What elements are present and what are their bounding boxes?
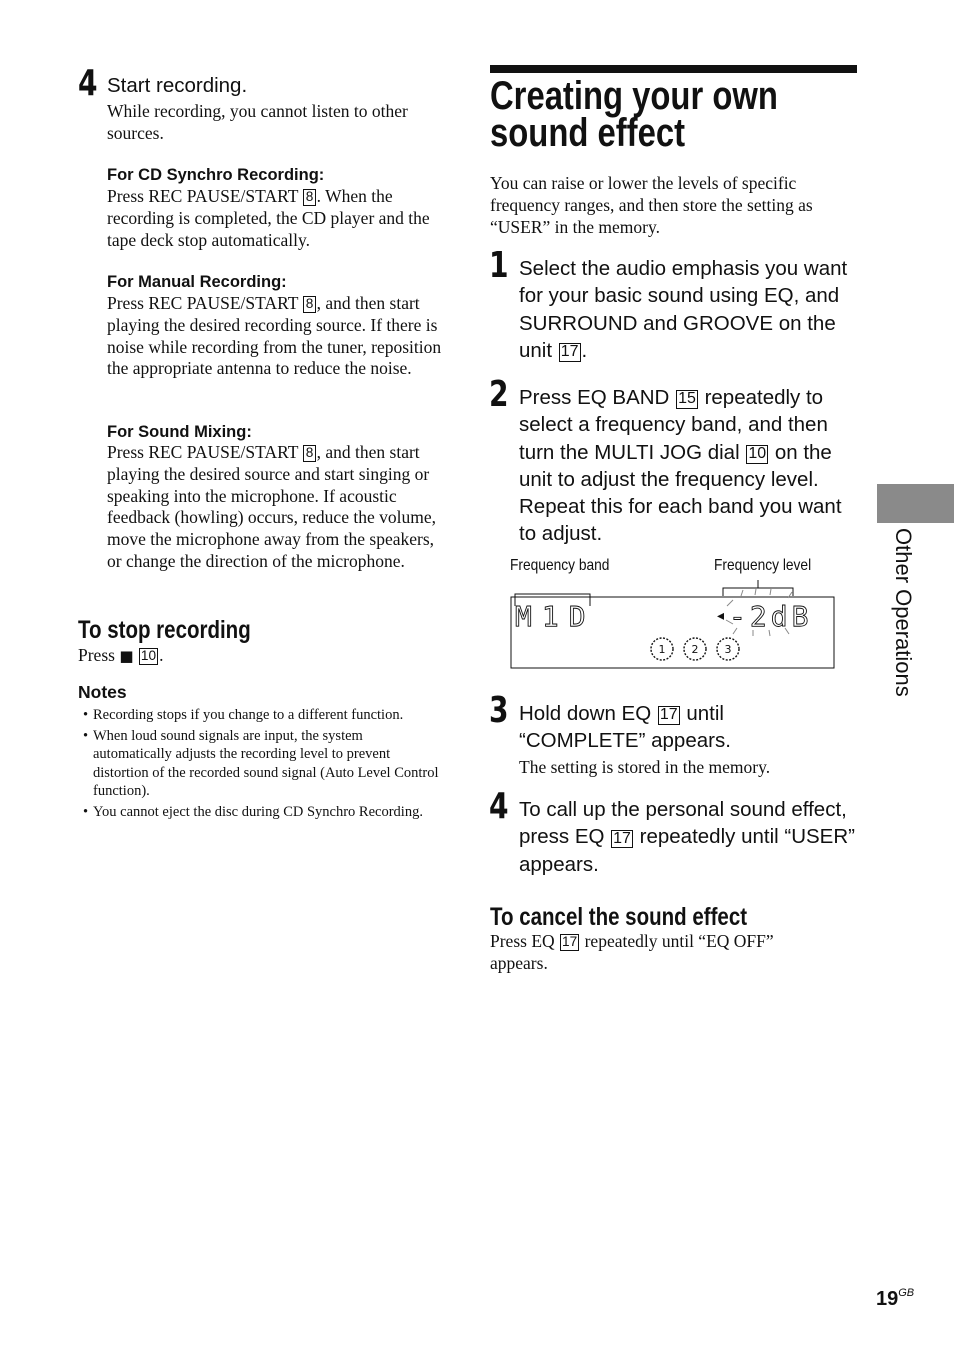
page-suffix: GB: [898, 1287, 915, 1299]
figure-label-band: Frequency band: [510, 557, 610, 574]
paragraph: Press REC PAUSE/START 8 , and then start playing the desired source and start singing or speaking into the microphone. If acoustic feedback (howling) occurs, reduce the volume, move the microphone away from the speakers, or change the direction of the microphone.: [107, 442, 436, 571]
button-ref: 15: [678, 390, 696, 408]
paragraph: Press EQ 17 repeatedly until “EQ OFF” appears.: [490, 931, 774, 973]
step-number: 1: [489, 245, 509, 286]
step-number: 4: [78, 63, 98, 104]
button-ref: 10: [748, 444, 767, 462]
step-title: Start recording.: [107, 74, 248, 97]
stop-icon: ■: [119, 647, 134, 665]
note-item: • You cannot eject the disc during CD Synchro Recording.: [77, 803, 439, 821]
step-number: 2: [489, 374, 509, 415]
button-ref: 10: [140, 648, 157, 664]
section-heading: To stop recording: [78, 616, 251, 644]
step-number: 3: [489, 690, 509, 731]
band-icon-1: 1: [658, 643, 666, 656]
step-body: While recording, you cannot listen to other sources.: [107, 101, 408, 143]
intro-paragraph: You can raise or lower the levels of specific frequency ranges, and then store the setting as “USER” in the memory.: [490, 173, 813, 237]
display-level-text: -2dB: [729, 600, 813, 633]
subheading: For Sound Mixing:: [107, 423, 252, 441]
paragraph: Press REC PAUSE/START 8 , and then start playing the desired recording source. If there is noise while recording from the tuner, reposition the appropriate antenna to reduce the noise.: [107, 293, 442, 379]
step-text: Select the audio emphasis you want for your basic sound using EQ, and SURROUND and GROOVE on the unit 17 .: [519, 257, 848, 362]
button-ref: 8: [303, 296, 315, 312]
section-tab-marker: [877, 484, 954, 523]
display-band-text: M1D: [515, 600, 596, 633]
band-icon-2: 2: [691, 643, 699, 656]
note-item: • Recording stops if you change to a different function.: [77, 706, 439, 724]
paragraph: Press ■ 10 .: [78, 645, 164, 665]
subheading: For CD Synchro Recording:: [107, 166, 325, 184]
step-number: 4: [489, 786, 509, 827]
button-ref: 8: [303, 445, 315, 461]
button-ref: 8: [303, 189, 315, 205]
band-icons: [651, 638, 739, 660]
title-rule: [490, 65, 857, 73]
lcd-display-figure: [505, 578, 840, 673]
button-ref: 17: [560, 343, 579, 361]
button-ref: 17: [562, 934, 578, 950]
section-tab-label: Other Operations: [891, 528, 916, 697]
band-icon-3: 3: [724, 643, 732, 656]
step-body: The setting is stored in the memory.: [519, 757, 771, 777]
note-item: • When loud sound signals are input, the system automatically adjusts the recording level to prevent distortion of the recorded sound signal (Auto Level Control function).: [77, 727, 439, 800]
notes-list: [77, 706, 439, 824]
page-number: $19^{GB}$: [876, 1287, 915, 1310]
step-text: Press EQ BAND 15 repeatedly to select a frequency band, and then turn the MULTI JOG dial 10 on the unit to adjust the frequency level. Repeat this for each band you want to adjust.: [519, 386, 842, 546]
figure-label-level: Frequency level: [714, 557, 812, 574]
button-ref: 17: [613, 829, 631, 847]
button-ref: 17: [659, 706, 678, 724]
section-heading: To cancel the sound effect: [490, 903, 748, 931]
arrow-left-icon: ◂: [717, 608, 725, 624]
page-title: Creating your own sound effect: [490, 74, 778, 155]
step-text: To call up the personal sound effect, press EQ 17 repeatedly until “USER” appears.: [519, 798, 855, 876]
step-text: Hold down EQ 17 until “COMPLETE” appears.: [519, 702, 731, 753]
subheading: For Manual Recording:: [107, 273, 287, 291]
notes-heading: Notes: [78, 682, 127, 702]
paragraph: Press REC PAUSE/START 8 . When the recording is completed, the CD player and the tape deck stop automatically.: [107, 186, 430, 250]
